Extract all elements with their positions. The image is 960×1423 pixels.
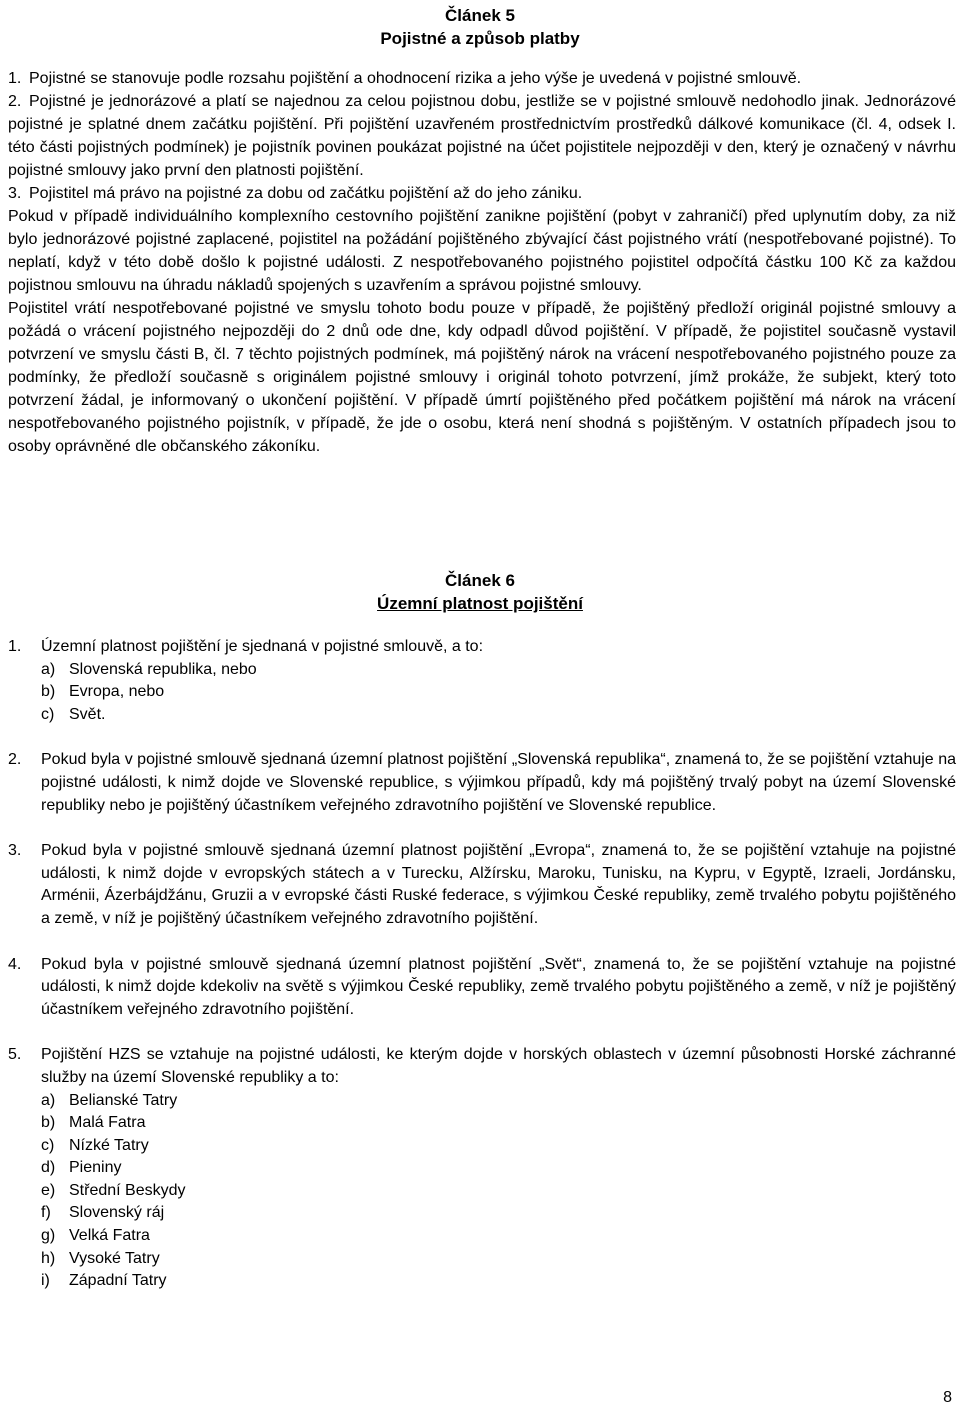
- list-item-letter: a): [41, 1091, 56, 1109]
- list-item-text: Velká Fatra: [69, 1227, 150, 1245]
- list-item: [41, 1157, 956, 1180]
- article6-subtitle-wrap: [0, 592, 960, 615]
- item-number: 1.: [8, 638, 22, 655]
- article5-p3-text: Pojistitel má právo na pojistné za dobu od začátku pojištění až do jeho zániku.: [29, 185, 583, 202]
- article5-p1-text: Pojistné se stanovuje podle rozsahu pojištění a ohodnocení rizika a jeho výše je uvedená v pojistné smlouvě.: [29, 70, 802, 87]
- page-number: 8: [943, 1389, 952, 1406]
- spacer: [8, 817, 956, 840]
- list-item-letter: h): [41, 1249, 56, 1267]
- list-item: [41, 1180, 956, 1203]
- list-item-text: Belianské Tatry: [69, 1091, 178, 1109]
- item-number: 3.: [8, 842, 22, 860]
- list-item-text: Malá Fatra: [69, 1114, 146, 1132]
- list-item-letter: c): [41, 1136, 55, 1154]
- list-item-letter: e): [41, 1181, 56, 1199]
- list-item-text: Vysoké Tatry: [69, 1249, 160, 1267]
- article6-subtitle: Územní platnost pojištění: [377, 594, 583, 613]
- article5-paragraph-5: Pojistitel vrátí nespotřebované pojistné ve smyslu tohoto bodu pouze v případě, že pojištěný předloží originál pojistné smlouvy a požádá o vrácení pojistného nejpozději do 2 dnů ode dne, kdy odpadl důvod pojištění. V případě, že pojistitel současně vystavil potvrzení ve smyslu části B, čl. 7 těchto pojistných podmínek, má pojištěný nárok na vrácení nespotřebovaného pojistného pouze za podmínky, že předloží současně s originálem pojistné smlouvy i originál tohoto potvrzení, jímž prokáže, že subjekt, který toto potvrzení žádal, je informovaný o ukončení pojištění. V případě úmrtí pojištěného před počátkem pojištění má nárok na vrácení nespotřebovaného pojistného pojistník, v případě, že jde o osobu, která není shodná s pojištěným. V ostatních případech jsou to osoby oprávněné dle občanského zákoníku.: [8, 300, 956, 455]
- list-item-letter: g): [41, 1227, 56, 1245]
- item-text: Pokud byla v pojistné smlouvě sjednaná územní platnost pojištění „Evropa“, znamená to, že se pojištění vztahuje na pojistné události, k nimž dojde v evropských státech a v Turecku, Alžírsku, Maroku, Tunisku, na Kypru, v Egyptě, Izraeli, Jordánsku, Arménii, Ázerbájdžánu, Gruzii a v evropské části Ruské federace, s výjimkou České republiky, země trvalého pobytu pojištěného a země, v níž je pojištěný účastníkem veřejného zdravotního pojištění.: [41, 842, 956, 927]
- article5-p2-number: 2.: [8, 93, 22, 110]
- list-item-letter: f): [41, 1204, 51, 1222]
- spacer: [8, 931, 956, 954]
- list-item: [41, 659, 956, 682]
- article5-subtitle: Pojistné a způsob platby: [380, 29, 580, 48]
- list-item-text: Svět.: [69, 705, 106, 723]
- article6-body: [8, 636, 956, 1293]
- list-item-letter: b): [41, 1114, 56, 1132]
- article5-p1-number: 1.: [8, 70, 22, 87]
- article5-paragraph-1: [8, 67, 956, 90]
- list-item-text: Slovenský ráj: [69, 1204, 165, 1222]
- list-item: [41, 1135, 956, 1158]
- list-item: [41, 1202, 956, 1225]
- list-item: [41, 1112, 956, 1135]
- list-item-letter: a): [41, 660, 56, 678]
- item-text: Pokud byla v pojistné smlouvě sjednaná územní platnost pojištění „Slovenská republika“, znamená to, že se pojištění vztahuje na pojistné události, k nimž dojde ve Slovenské republice, s výjimkou případů, kdy má pojištěný trvalý pobyt na území Slovenské republiky nebo je pojištěný účastníkem veřejného zdravotního pojištění ve Slovenské republice.: [41, 751, 956, 814]
- list-item: [41, 1225, 956, 1248]
- article6-item-2: [8, 749, 956, 817]
- article5-body: [8, 67, 956, 458]
- list-item: [41, 681, 956, 704]
- item-5-sublist: [41, 1090, 956, 1293]
- list-item-text: Evropa, nebo: [69, 683, 165, 701]
- article6-item-1: [8, 636, 956, 726]
- spacer: [8, 1021, 956, 1044]
- item-number: 4.: [8, 955, 22, 973]
- item-number: 2.: [8, 751, 22, 769]
- article5-p3-number: 3.: [8, 185, 22, 202]
- article5-title: Článek 5: [445, 6, 515, 25]
- spacer: [8, 726, 956, 749]
- list-item: [41, 1248, 956, 1271]
- list-item-text: Slovenská republika, nebo: [69, 660, 257, 678]
- article6-item-3: [8, 840, 956, 930]
- article5-p2-text: Pojistné je jednorázové a platí se najednou za celou pojistnou dobu, jestliže se v pojistné smlouvě nedohodlo jinak. Jednorázové pojistné je splatné dnem začátku pojištění. Při pojištění uzavřeném prostřednictvím prostředků dálkové komunikace (čl. 4, odsek I. této části pojistných podmínek) je pojistník povinen poukázat pojistné na účet pojistitele nejpozději v den, který je označený v návrhu pojistné smlouvy jako první den platnosti pojištění.: [8, 93, 956, 179]
- list-item-text: Západní Tatry: [69, 1272, 167, 1290]
- item-1-sublist: [41, 659, 956, 727]
- list-item-letter: i): [41, 1272, 50, 1290]
- item-number: 5.: [8, 1046, 22, 1064]
- list-item: [41, 1090, 956, 1113]
- article5-paragraph-2: [8, 90, 956, 182]
- list-item-text: Pieniny: [69, 1159, 122, 1177]
- article6-item-4: [8, 954, 956, 1022]
- item-text: Pokud byla v pojistné smlouvě sjednaná územní platnost pojištění „Svět“, znamená to, že se pojištění vztahuje na pojistné události, k nimž dojde kdekoliv na světě s výjimkou České republiky, země trvalého pobytu pojištěného a země, v níž je pojištěný účastníkem veřejného zdravotního pojištění.: [41, 955, 956, 1018]
- list-item-letter: c): [41, 705, 55, 723]
- item-text: Územní platnost pojištění je sjednaná v pojistné smlouvě, a to:: [41, 638, 484, 655]
- list-item-text: Střední Beskydy: [69, 1181, 186, 1199]
- list-item: [41, 704, 956, 727]
- list-item-text: Nízké Tatry: [69, 1136, 149, 1154]
- list-item-letter: d): [41, 1159, 56, 1177]
- article6-item-5: [8, 1044, 956, 1293]
- item-text: Pojištění HZS se vztahuje na pojistné události, ke kterým dojde v horských oblastech v územní působnosti Horské záchranné služby na území Slovenské republiky a to:: [41, 1046, 956, 1086]
- article6-title: Článek 6: [445, 571, 515, 590]
- list-item-letter: b): [41, 683, 56, 701]
- list-item: [41, 1270, 956, 1293]
- article5-paragraph-3: [8, 182, 956, 205]
- article5-paragraph-4: Pokud v případě individuálního komplexního cestovního pojištění zanikne pojištění (pobyt v zahraničí) před uplynutím doby, za niž bylo jednorázové pojistné zaplacené, pojistitel na požádání pojištěného zbývající část pojistného vrátí (nespotřebované pojistné). To neplatí, když v této době došlo k pojistné události. Z nespotřebovaného pojistného pojistitel odpočítá částku 100 Kč za každou pojistnou smlouvu na úhradu nákladů spojených s uzavřením a správou pojistné smlouvy.: [8, 208, 956, 294]
